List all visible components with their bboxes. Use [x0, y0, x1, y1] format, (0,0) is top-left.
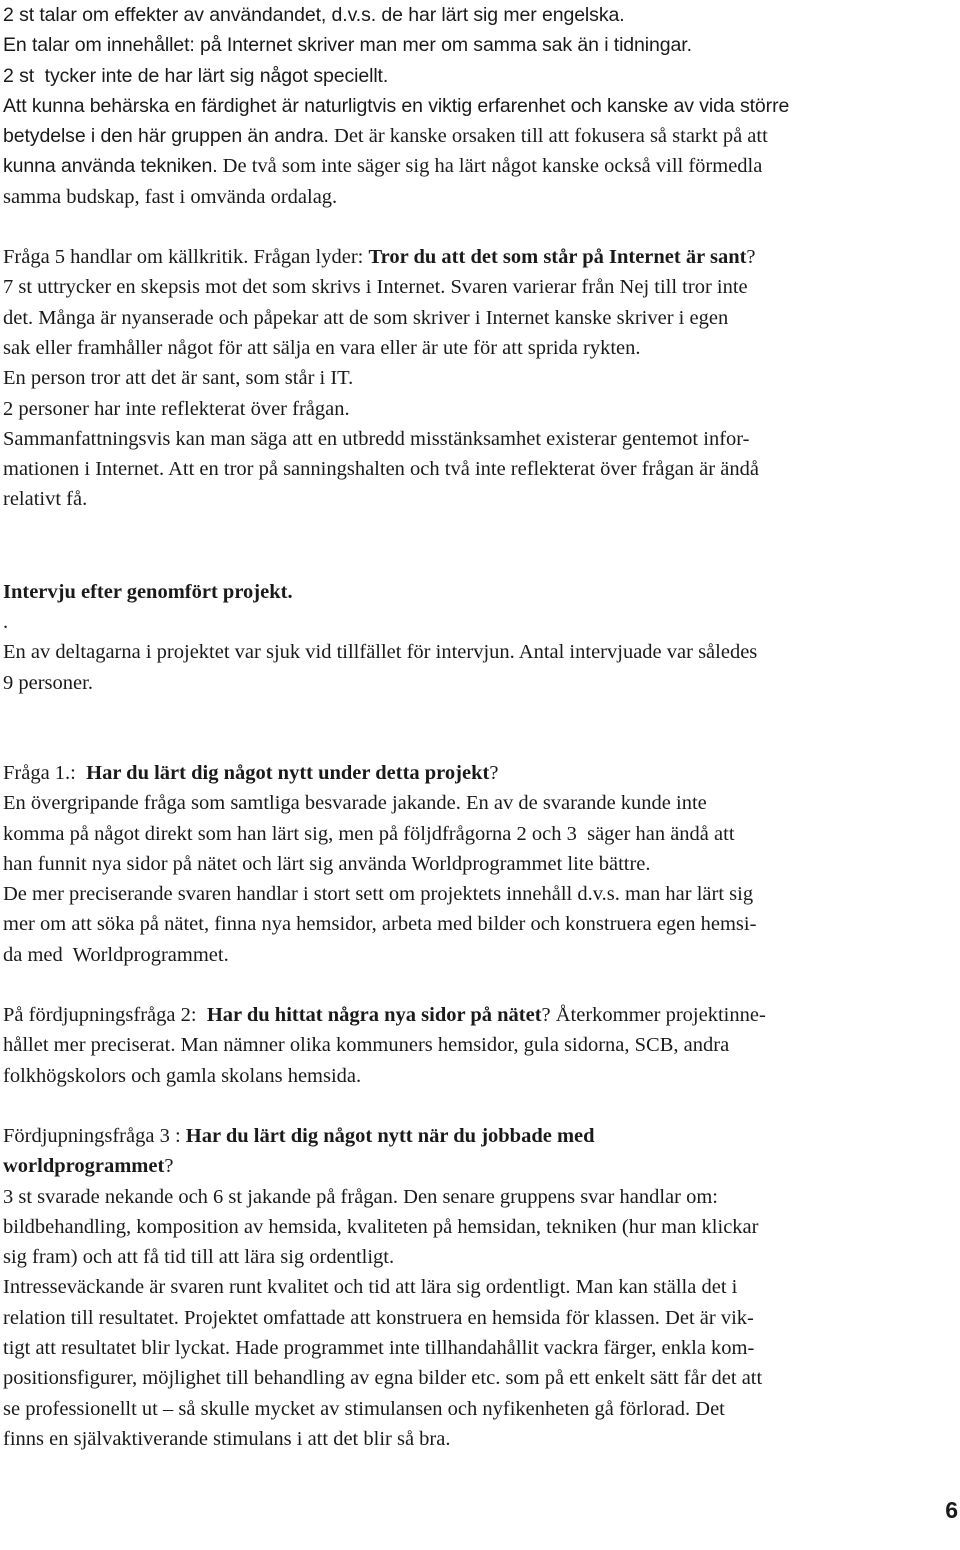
text-segment: ? — [489, 761, 499, 784]
text-line: 2 st talar om effekter av användandet, d.v.s. de har lärt sig mer engelska. — [3, 4, 625, 26]
text-line — [3, 1151, 955, 1181]
text-line: positionsfigurer, möjlighet till behandling av egna bilder etc. som på ett enkelt sätt får det att — [3, 1367, 763, 1390]
question3-paragraph — [3, 1121, 955, 1454]
section-heading: Intervju efter genomfört projekt. — [3, 580, 293, 603]
question5-paragraph — [3, 242, 955, 515]
spacer — [3, 698, 955, 758]
text-segment: kunna använda tekniken. — [3, 155, 218, 178]
text-line: En övergripande fråga som samtliga besvarade jakande. En av de svarande kunde inte — [3, 792, 707, 815]
question-text: Har du lärt dig något nytt när du jobbade med — [185, 1124, 595, 1147]
text-line: komma på något direkt som han lärt sig, men på följdfrågorna 2 och 3 säger han ändå att — [3, 822, 735, 845]
text-line: relativt få. — [3, 488, 88, 511]
text-line: hållet mer preciserat. Man nämner olika kommuners hemsidor, gula sidorna, SCB, andra — [3, 1034, 730, 1057]
text-segment: Fördjupningsfråga 3 : — [3, 1124, 186, 1147]
text-line: finns en självaktiverande stimulans i att det blir så bra. — [3, 1427, 451, 1450]
text-segment: ? — [164, 1155, 174, 1178]
text-line: De mer preciserande svaren handlar i stort sett om projektets innehåll d.v.s. man har lärt sig — [3, 883, 754, 906]
question1-paragraph — [3, 758, 955, 970]
intro-paragraph — [3, 0, 955, 212]
document-page — [3, 0, 955, 1454]
text-line: bildbehandling, komposition av hemsida, kvaliteten på hemsidan, tekniken (hur man klickar — [3, 1215, 759, 1238]
text-line: samma budskap, fast i omvända ordalag. — [3, 185, 338, 208]
question-text: Har du hittat några nya sidor på nätet — [206, 1004, 542, 1027]
text-line: 2 personer har inte reflekterat över frågan. — [3, 397, 350, 420]
text-line: relation till resultatet. Projektet omfattade att konstruera en hemsida för klassen. Det är vik- — [3, 1306, 754, 1329]
text-line: sig fram) och att få tid till att lära sig ordentligt. — [3, 1246, 395, 1269]
spacer — [3, 212, 955, 242]
question-text: Tror du att det som står på Internet är sant — [368, 246, 747, 269]
text-line: det. Många är nyanserade och påpekar att de som skriver i Internet kanske skriver i egen — [3, 306, 729, 329]
question2-paragraph — [3, 1000, 955, 1091]
text-line: 9 personer. — [3, 671, 93, 694]
text-line: da med Worldprogrammet. — [3, 943, 229, 966]
text-line — [3, 758, 955, 788]
text-line: En av deltagarna i projektet var sjuk vid tillfället för intervjun. Antal intervjuade var således — [3, 641, 758, 664]
text-segment: Det är kanske orsaken till att fokusera så starkt på att — [328, 125, 768, 148]
text-line — [3, 1000, 955, 1030]
text-segment: På fördjupningsfråga 2: — [3, 1004, 207, 1027]
text-segment: De två som inte säger sig ha lärt något kanske också vill förmedla — [217, 155, 763, 178]
text-line: han funnit nya sidor på nätet och lärt sig använda Worldprogrammet lite bättre. — [3, 852, 651, 875]
question-text: worldprogrammet — [3, 1155, 165, 1178]
text-line: se professionellt ut – så skulle mycket av stimulansen och nyfikenheten gå förlorad. Det — [3, 1397, 725, 1420]
text-segment: Fråga 5 handlar om källkritik. Frågan lyder: — [3, 246, 369, 269]
text-line: Att kunna behärska en färdighet är naturligtvis en viktig erfarenhet och kanske av vida större — [3, 94, 790, 117]
text-line: mationen i Internet. Att en tror på sanningshalten och två inte reflekterat över frågan är ändå — [3, 458, 759, 481]
text-line — [3, 121, 955, 151]
spacer — [3, 515, 955, 577]
text-line: tigt att resultatet blir lyckat. Hade programmet inte tillhandahållit vackra färger, enkla kom- — [3, 1336, 755, 1359]
text-line — [3, 242, 955, 272]
text-line: folkhögskolors och gamla skolans hemsida. — [3, 1064, 362, 1087]
text-line: 3 st svarade nekande och 6 st jakande på frågan. Den senare gruppens svar handlar om: — [3, 1185, 718, 1208]
page-number: 6 — [945, 1497, 958, 1523]
text-line: En talar om innehållet: på Internet skriver man mer om samma sak än i tidningar. — [3, 34, 692, 57]
text-segment: Fråga 1.: — [3, 761, 87, 784]
spacer — [3, 1091, 955, 1121]
question-text: Har du lärt dig något nytt under detta projekt — [86, 761, 490, 784]
text-line — [3, 1121, 955, 1151]
text-segment: ? Återkommer projektinne- — [541, 1004, 766, 1027]
text-line: 7 st uttrycker en skepsis mot det som skrivs i Internet. Svaren varierar från Nej till tror inte — [3, 276, 748, 299]
text-segment: betydelse i den här gruppen än andra. — [3, 125, 329, 148]
spacer — [3, 970, 955, 1000]
text-line: 2 st tycker inte de har lärt sig något speciellt. — [3, 64, 389, 87]
text-line — [3, 151, 955, 181]
text-line: Intresseväckande är svaren runt kvalitet och tid att lära sig ordentligt. Man kan ställa det i — [3, 1276, 738, 1299]
text-line: En person tror att det är sant, som står i IT. — [3, 367, 354, 390]
text-line: mer om att söka på nätet, finna nya hemsidor, arbeta med bilder och konstruera egen hemsi- — [3, 913, 757, 936]
text-line: sak eller framhåller något för att sälja en vara eller är ute för att sprida rykten. — [3, 336, 641, 359]
text-line: Sammanfattningsvis kan man säga att en utbredd misstänksamhet existerar gentemot infor- — [3, 427, 750, 450]
text-segment: ? — [746, 246, 756, 269]
interview-section — [3, 577, 955, 698]
text-line: . — [3, 611, 9, 634]
